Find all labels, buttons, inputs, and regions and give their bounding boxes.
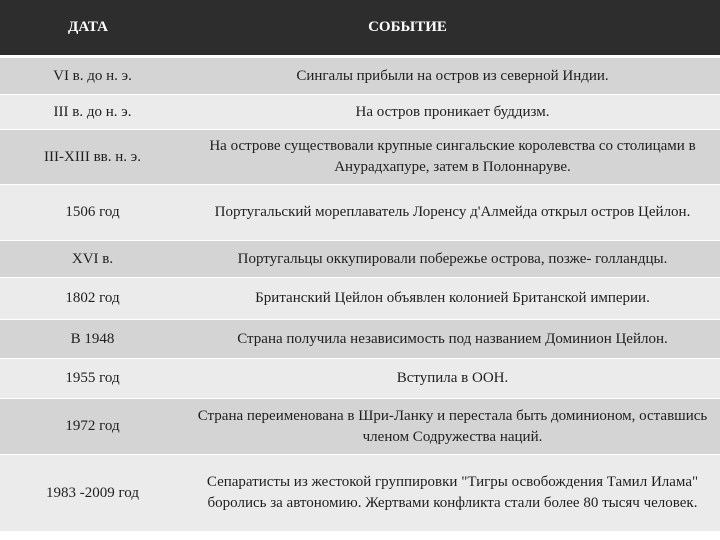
date-cell: 1802 год [0,278,185,320]
event-cell: Португальский мореплаватель Лоренсу д'Алмейда открыл остров Цейлон. [185,185,720,241]
event-cell: Сепаратисты из жестокой группировки "Тигры освобождения Тамил Илама" боролись за автономию. Жертвами конфликта стали более 80 тысяч человек. [185,455,720,532]
column-header-date: ДАТА [0,0,185,57]
event-cell: Британский Цейлон объявлен колонией Британской империи. [185,278,720,320]
date-cell: VI в. до н. э. [0,57,185,95]
date-cell: 1955 год [0,359,185,399]
event-cell: Сингалы прибыли на остров из северной Индии. [185,57,720,95]
table-row [0,320,720,359]
date-cell: В 1948 [0,320,185,359]
date-cell: 1983 -2009 год [0,455,185,532]
column-header-event: СОБЫТИЕ [185,0,720,57]
table-row [0,57,720,95]
date-cell: 1972 год [0,399,185,455]
table-row [0,185,720,241]
event-cell: Страна получила независимость под названием Доминион Цейлон. [185,320,720,359]
table-row [0,359,720,399]
table-row [0,455,720,532]
table-row [0,241,720,278]
table-row [0,95,720,130]
table-row [0,130,720,185]
table-header-row [0,0,720,57]
date-cell: III-XIII вв. н. э. [0,130,185,185]
event-cell: Страна переименована в Шри-Ланку и перестала быть доминионом, оставшись членом Содружества наций. [185,399,720,455]
table-row [0,399,720,455]
event-cell: На остров проникает буддизм. [185,95,720,130]
event-cell: Вступила в ООН. [185,359,720,399]
event-cell: Португальцы оккупировали побережье острова, позже- голландцы. [185,241,720,278]
date-cell: 1506 год [0,185,185,241]
date-cell: III в. до н. э. [0,95,185,130]
date-cell: XVI в. [0,241,185,278]
event-cell: На острове существовали крупные сингальские королевства со столицами в Анурадхапуре, затем в Полоннаруве. [185,130,720,185]
table-row [0,278,720,320]
